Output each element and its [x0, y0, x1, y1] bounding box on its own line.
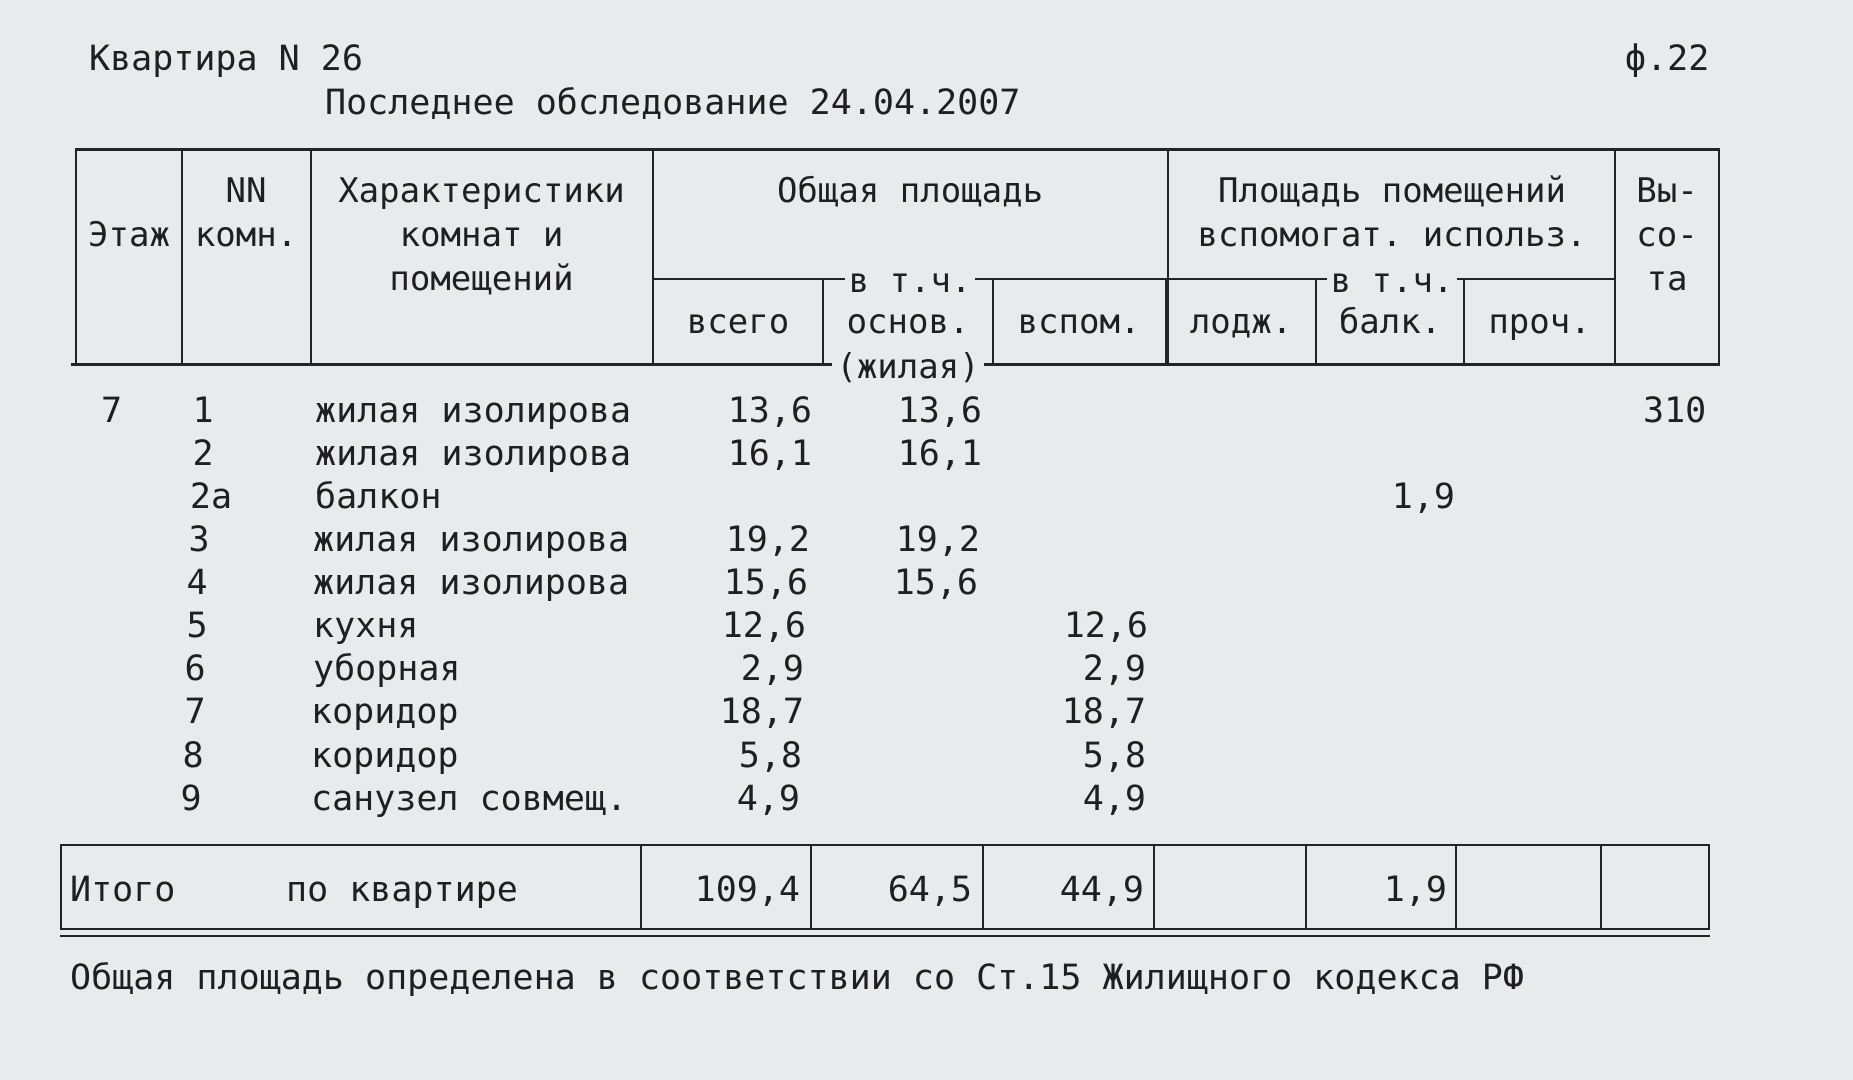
header-description-2: комнат и	[399, 215, 564, 255]
room-total-area: 2,9	[740, 649, 804, 689]
totals-total-area: 109,4	[694, 870, 800, 910]
room-aux-area: 12,6	[1063, 606, 1148, 646]
room-number: 2а	[189, 477, 233, 517]
room-balcony-area: 1,9	[1391, 477, 1455, 517]
header-incl-total: в т.ч.	[845, 261, 976, 301]
room-total-area: 12,6	[721, 606, 806, 646]
room-number: 1	[192, 391, 214, 431]
header-description: Характеристики	[338, 171, 625, 211]
room-description: санузел совмещ.	[311, 779, 628, 819]
room-description: уборная	[313, 649, 461, 689]
room-aux-area: 18,7	[1061, 692, 1146, 732]
room-description: коридор	[311, 692, 459, 732]
height-value: 310	[1643, 391, 1707, 431]
header-total: всего	[686, 302, 790, 342]
room-number: 4	[186, 563, 208, 603]
room-description: коридор	[311, 736, 459, 776]
header-total-area: Общая площадь	[776, 171, 1044, 211]
room-total-area: 5,8	[738, 736, 802, 776]
room-description: жилая изолирова	[315, 434, 632, 474]
apartment-number: Квартира N 26	[89, 39, 363, 79]
room-main-area: 19,2	[895, 520, 980, 560]
header-aux-area-2: вспомогат. использ.	[1197, 215, 1587, 255]
room-number: 3	[188, 520, 210, 560]
room-number: 5	[186, 606, 208, 646]
header-main: основ.	[846, 302, 970, 342]
header-rooms-no-sub: комн.	[194, 215, 298, 255]
header-main-sub: (жилая)	[832, 347, 983, 387]
header-balcony: балк.	[1338, 302, 1442, 342]
header-other: проч.	[1488, 302, 1591, 342]
room-total-area: 16,1	[727, 434, 812, 474]
room-number: 9	[180, 779, 202, 819]
totals-balcony-area: 1,9	[1383, 870, 1447, 910]
header-incl-aux: в т.ч.	[1327, 261, 1458, 301]
room-number: 6	[184, 649, 206, 689]
totals-aux-area: 44,9	[1059, 870, 1144, 910]
footnote: Общая площадь определена в соответствии со Ст.15 Жилищного кодекса РФ	[70, 958, 1524, 998]
room-number: 8	[182, 736, 204, 776]
room-total-area: 19,2	[725, 520, 810, 560]
room-aux-area: 4,9	[1082, 779, 1146, 819]
header-loggia: лодж.	[1189, 302, 1293, 342]
header-height-3: та	[1646, 259, 1688, 299]
room-main-area: 13,6	[897, 391, 982, 431]
header-floor: Этаж	[88, 215, 170, 255]
floor-value: 7	[101, 391, 123, 431]
form-code: ф.22	[1625, 39, 1710, 79]
totals-label: Итого	[70, 870, 176, 910]
totals-label-2: по квартире	[286, 870, 518, 910]
room-aux-area: 5,8	[1082, 736, 1146, 776]
room-description: жилая изолирова	[313, 563, 630, 603]
header-aux: вспом.	[1017, 302, 1141, 342]
room-total-area: 4,9	[736, 779, 800, 819]
room-description: жилая изолирова	[313, 520, 630, 560]
last-survey-date: Последнее обследование 24.04.2007	[325, 83, 1021, 123]
room-number: 2	[192, 434, 214, 474]
room-total-area: 18,7	[719, 692, 804, 732]
room-main-area: 15,6	[893, 563, 978, 603]
room-main-area: 16,1	[897, 434, 982, 474]
header-rooms-no: NN	[225, 171, 267, 211]
header-height: Вы-	[1636, 171, 1698, 211]
room-total-area: 13,6	[727, 391, 812, 431]
room-description: балкон	[315, 477, 442, 517]
room-description: жилая изолирова	[315, 391, 632, 431]
header-height-2: со-	[1636, 215, 1698, 255]
room-aux-area: 2,9	[1082, 649, 1146, 689]
header-aux-area: Площадь помещений	[1218, 171, 1566, 211]
header-description-3: помещений	[389, 259, 574, 299]
room-description: кухня	[313, 606, 419, 646]
room-number: 7	[184, 692, 206, 732]
room-total-area: 15,6	[723, 563, 808, 603]
totals-main-area: 64,5	[887, 870, 972, 910]
